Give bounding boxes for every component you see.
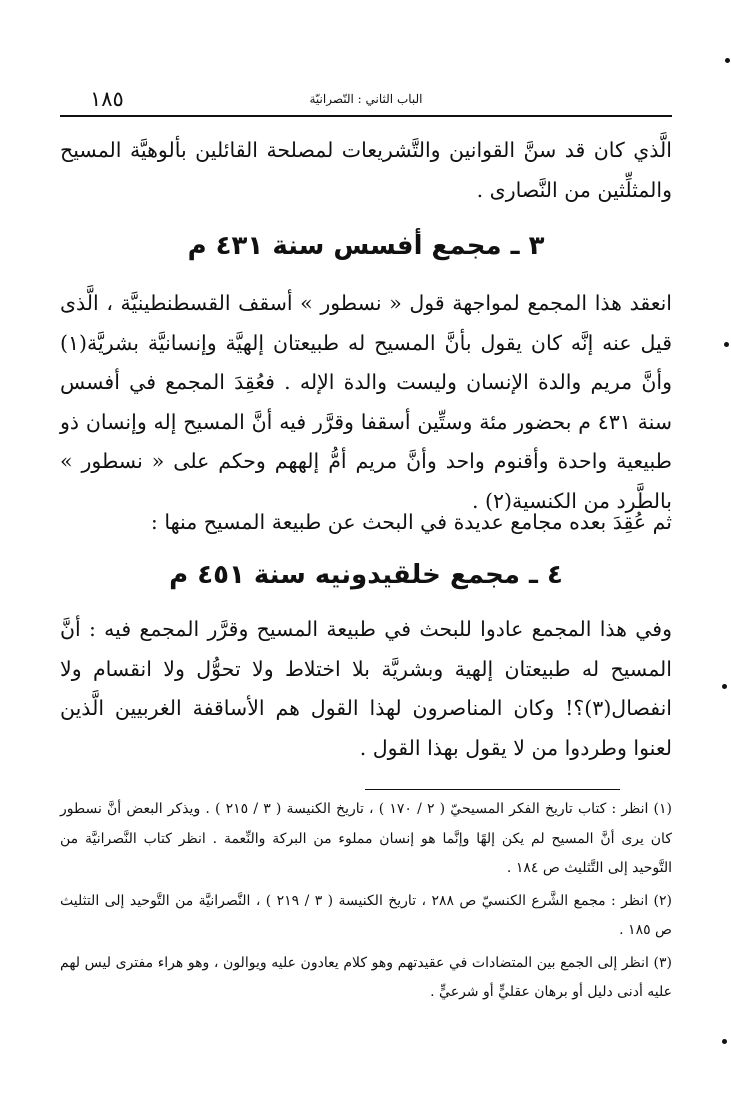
intro-block <box>60 131 672 210</box>
footnote-2: (٢) انظر : مجمع الشَّرع الكنسيّ ص ٢٨٨ ، تاريخ الكنيسة ( ٣ / ٢١٩ ) ، النَّصرانيَّة من التَّوحيد إلى التثليث ص ١٨٥ . <box>60 892 673 938</box>
section-heading-ephesus: ٣ ـ مجمع أفسس سنة ٤٣١ م <box>187 231 545 261</box>
intro-paragraph: الَّذي كان قد سنَّ القوانين والتَّشريعات لمصلحة القائلين بألوهيَّة المسيح والمثلِّثين من النَّصارى . <box>60 138 672 202</box>
page-number: ١٨٥ <box>90 87 124 111</box>
ephesus-block <box>60 284 672 521</box>
then-block <box>60 503 672 543</box>
scan-mark <box>722 1039 727 1044</box>
ephesus-paragraph: انعقد هذا المجمع لمواجهة قول « نسطور » أسقف القسطنطينيَّة ، الَّذى قيل عنه إنَّه كان يقول بأنَّ المسيح له طبيعتان إلهيَّة وإنسانيَّة بشريَّة(١) وأنَّ مريم والدة الإنسان وليست والدة الإله . فعُقِدَ المجمع في أفسس سنة ٤٣١ م بحضور مئة وستِّين أسقفا وقرَّر فيه أنَّ المسيح إله وإنسان ذو طبيعية واحدة وأقنوم واحد وأنَّ مريم أمُّ إلههم وحكم على « نسطور » بالطَّرد من الكنسية(٢) . <box>60 291 672 513</box>
footnote-3: (٣) انظر إلى الجمع بين المتضادات في عقيدتهم وهو كلام يعادون عليه ويوالون ، وهو هراء مفترى ليس لهم عليه أدنى دليل أو برهان عقليٍّ أو شرعيٍّ . <box>60 954 672 1000</box>
footnote-rule <box>365 789 620 790</box>
section-heading-chalcedon: ٤ ـ مجمع خلقيدونيه سنة ٤٥١ م <box>169 560 563 590</box>
scan-mark <box>725 58 730 63</box>
scan-mark <box>722 684 727 689</box>
then-paragraph: ثم عُقِدَ بعده مجامع عديدة في البحث عن طبيعة المسيح منها : <box>150 510 672 534</box>
chalcedon-block <box>60 610 672 768</box>
page-header <box>60 86 672 112</box>
footnotes <box>60 795 672 1011</box>
chalcedon-paragraph: وفي هذا المجمع عادوا للبحث في طبيعة المسيح وقرَّر المجمع فيه : أنَّ المسيح له طبيعتان إلهية وبشريَّة بلا اختلاط ولا تحوُّل ولا انقسام ولا انفصال(٣)؟! وكان المناصرون لهذا القول هم الأساقفة الغربيين الَّذين لعنوا وطردوا من لا يقول بهذا القول . <box>60 617 672 760</box>
scan-mark <box>724 342 729 347</box>
running-head: الباب الثاني : النّصرانيّة <box>309 92 423 106</box>
footnote-1: (١) انظر : كتاب تاريخ الفكر المسيحيّ ( ٢ / ١٧٠ ) ، تاريخ الكنيسة ( ٣ / ٢١٥ ) . ويذكر البعض أنَّ نسطور كان يرى أنَّ المسيح لم يكن إلهًا وإنَّما هو إنسان مملوء من البركة والنِّعمة . انظر كتاب النَّصرانيَّة من التَّوحيد إلى التَّثليث ص ١٨٤ . <box>60 801 672 876</box>
header-rule <box>60 115 672 117</box>
